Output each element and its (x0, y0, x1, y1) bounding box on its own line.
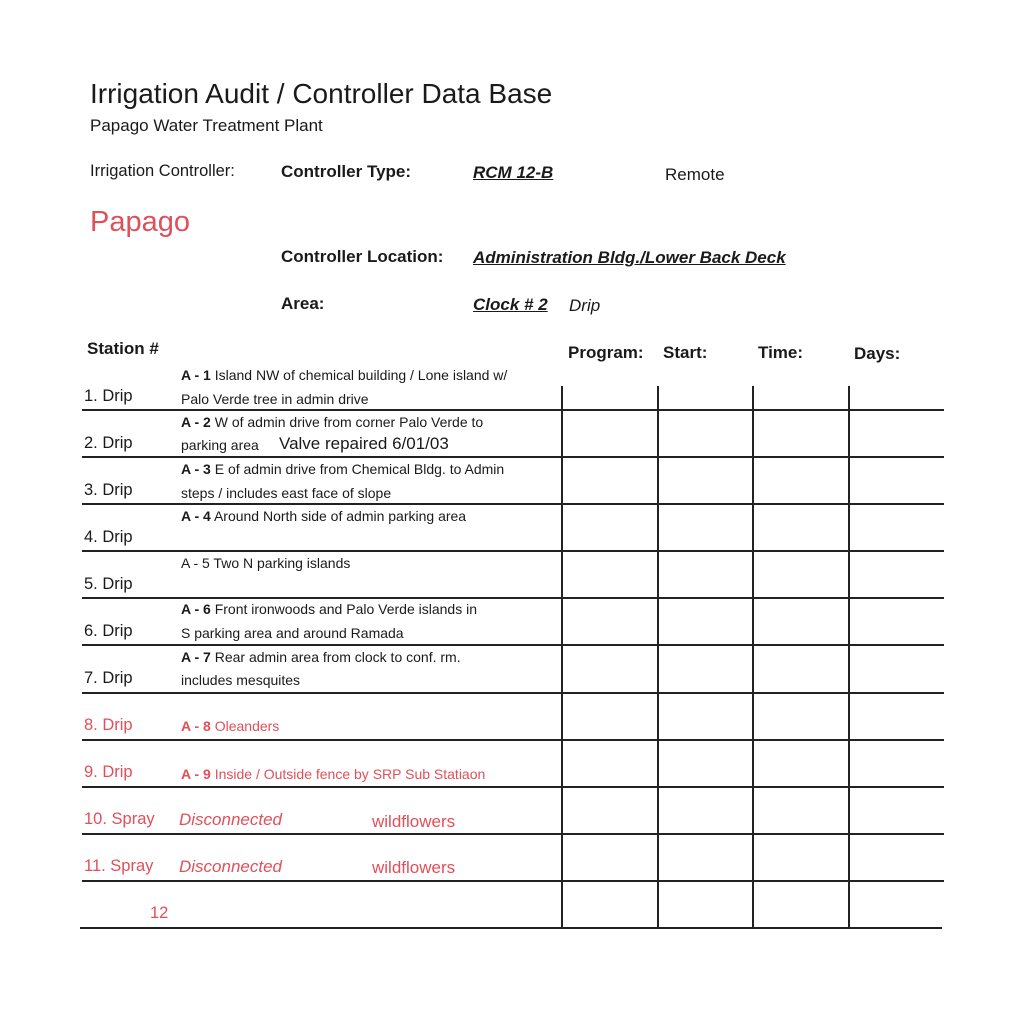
station-label: 3. Drip (84, 481, 133, 499)
station-label: 7. Drip (84, 669, 133, 687)
station-description (181, 367, 507, 383)
station-label: 5. Drip (84, 575, 133, 593)
station-plant: wildflowers (372, 812, 456, 831)
station-label: 9. Drip (84, 763, 133, 781)
description-line: Rear admin area from clock to conf. rm. (210, 649, 461, 665)
column-rule (848, 386, 850, 929)
column-rule (561, 386, 563, 929)
station-code: A - 4 (181, 508, 211, 524)
station-status: Disconnected (179, 810, 283, 829)
time-header: Time: (758, 343, 804, 362)
station-description (181, 718, 279, 734)
description-line: Palo Verde tree in admin drive (181, 391, 369, 407)
program-header: Program: (568, 343, 644, 362)
description-line: Inside / Outside fence by SRP Sub Statiaon (210, 766, 486, 782)
description-line: Island NW of chemical building / Lone island w/ (210, 367, 508, 383)
station-label: 6. Drip (84, 622, 133, 640)
column-rule (752, 386, 754, 929)
row-rule (80, 927, 942, 929)
description-line: steps / includes east face of slope (181, 485, 392, 501)
row-rule (82, 409, 944, 411)
row-rule (82, 692, 944, 694)
row-rule (82, 833, 944, 835)
description-line: E of admin drive from Chemical Bldg. to Admin (210, 461, 505, 477)
column-rule (657, 386, 659, 929)
row-rule (82, 739, 944, 741)
station-label: 10. Spray (84, 810, 155, 828)
station-label: 2. Drip (84, 434, 133, 452)
station-header: Station # (87, 339, 159, 358)
row-rule (82, 456, 944, 458)
station-label: 1. Drip (84, 387, 133, 405)
controller-location-value: Administration Bldg./Lower Back Deck (473, 248, 786, 267)
area-clock-value: Clock # 2 (473, 295, 548, 314)
station-code: A - 6 (181, 601, 211, 617)
row-rule (82, 786, 944, 788)
station-description (181, 508, 466, 524)
area-type-value: Drip (569, 296, 601, 315)
station-plant: wildflowers (372, 858, 456, 877)
controller-location-label: Controller Location: (281, 247, 444, 266)
station-label: 12 (150, 904, 169, 922)
station-description (181, 601, 477, 617)
area-label: Area: (281, 294, 325, 313)
station-code: A - 9 (181, 766, 211, 782)
description-line: includes mesquites (181, 672, 301, 688)
row-rule (82, 644, 944, 646)
station-description (181, 461, 504, 477)
days-header: Days: (854, 344, 901, 363)
station-description (181, 766, 485, 782)
controller-name: Papago (90, 206, 190, 238)
station-description (181, 649, 461, 665)
station-code: A - 3 (181, 461, 211, 477)
station-label: 8. Drip (84, 716, 133, 734)
station-description (181, 414, 483, 430)
irrigation-controller-label: Irrigation Controller: (90, 162, 235, 180)
row-rule (82, 550, 944, 552)
station-code: A - 1 (181, 367, 211, 383)
repair-note: Valve repaired 6/01/03 (279, 434, 449, 453)
controller-type-label: Controller Type: (281, 162, 412, 181)
row-rule (82, 597, 944, 599)
row-rule (82, 503, 944, 505)
row-rule (82, 880, 944, 882)
station-label: 11. Spray (84, 857, 154, 875)
station-status: Disconnected (179, 857, 283, 876)
controller-mode: Remote (665, 165, 725, 184)
form-subtitle: Papago Water Treatment Plant (90, 116, 323, 135)
controller-type-value: RCM 12-B (473, 163, 554, 182)
start-header: Start: (663, 343, 708, 362)
station-description: A - 5 Two N parking islands (181, 555, 351, 571)
description-line: Front ironwoods and Palo Verde islands in (210, 601, 477, 617)
description-line: Oleanders (210, 718, 280, 734)
station-code: A - 8 (181, 718, 211, 734)
description-line: Around North side of admin parking area (210, 508, 467, 524)
form-title: Irrigation Audit / Controller Data Base (90, 78, 553, 109)
station-code: A - 7 (181, 649, 211, 665)
description-line: parking area (181, 437, 259, 453)
description-line: W of admin drive from corner Palo Verde to (210, 414, 484, 430)
station-code: A - 2 (181, 414, 211, 430)
description-line: S parking area and around Ramada (181, 625, 404, 641)
station-label: 4. Drip (84, 528, 133, 546)
